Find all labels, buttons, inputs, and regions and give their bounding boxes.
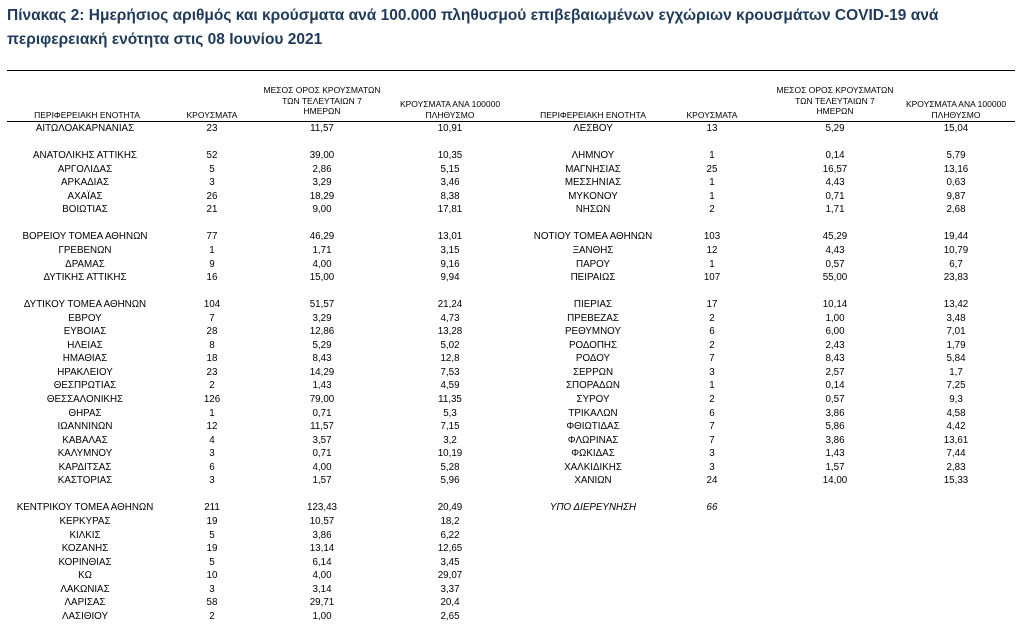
header-cases-right: ΚΡΟΥΣΜΑΤΑ: [686, 110, 738, 120]
left-row-seven-day-average: 4,00: [312, 258, 332, 270]
left-row-region-name: ΓΡΕΒΕΝΩΝ: [58, 244, 112, 256]
left-row-cases: 3: [209, 448, 215, 460]
left-row-region-name: ΛΑΡΙΣΑΣ: [64, 597, 106, 609]
left-row-cases: 126: [203, 394, 221, 405]
left-row-seven-day-average: 0,71: [312, 407, 332, 419]
right-row-cases: 66: [706, 502, 718, 514]
left-row-cases: 1: [209, 407, 215, 419]
right-row-region-name: ΝΗΣΩΝ: [575, 204, 611, 216]
left-row-cases: 12: [206, 421, 218, 433]
right-row-cases-per-100k: 13,16: [943, 163, 969, 175]
right-row-cases: 13: [706, 123, 718, 134]
right-row-cases: 2: [709, 204, 715, 216]
left-row-cases: 4: [209, 434, 215, 446]
right-row-cases: 1: [709, 150, 715, 162]
left-row-seven-day-average: 51,57: [309, 299, 335, 311]
left-row-region-name: ΛΑΣΙΘΙΟΥ: [61, 610, 109, 622]
left-row-region-name: ΒΟΡΕΙΟΥ ΤΟΜΕΑ ΑΘΗΝΩΝ: [22, 231, 148, 243]
left-row-cases-per-100k: 10,35: [437, 150, 463, 162]
left-row-seven-day-average: 1,00: [312, 610, 332, 622]
right-row-seven-day-average: 4,43: [825, 244, 845, 256]
left-row-region-name: ΒΟΙΩΤΙΑΣ: [62, 204, 108, 216]
left-row-seven-day-average: 9,00: [312, 204, 332, 216]
left-row-cases-per-100k: 20,4: [440, 597, 460, 609]
right-row-cases-per-100k: 3,48: [946, 312, 966, 324]
left-row-region-name: ΙΩΑΝΝΙΝΩΝ: [57, 421, 113, 433]
right-row-cases: 12: [706, 244, 718, 256]
right-row-cases-per-100k: 1,79: [946, 339, 966, 351]
right-row-region-name: ΡΟΔΟΥ: [575, 353, 611, 365]
left-row-cases-per-100k: 6,22: [440, 529, 460, 541]
right-row-cases-per-100k: 4,42: [946, 421, 966, 433]
left-row-cases: 26: [206, 190, 218, 202]
right-row-cases-per-100k: 9,87: [946, 190, 966, 202]
header-region-left: ΠΕΡΙΦΕΡΕΙΑΚΗ ΕΝΟΤΗΤΑ: [34, 110, 140, 120]
right-row-cases-per-100k: 15,04: [943, 123, 969, 134]
right-row-cases: 2: [709, 339, 715, 351]
left-row-cases: 19: [206, 515, 218, 527]
right-row-region-name: ΦΩΚΙΔΑΣ: [571, 448, 615, 460]
left-row-region-name: ΚΕΝΤΡΙΚΟΥ ΤΟΜΕΑ ΑΘΗΝΩΝ: [16, 502, 154, 514]
right-row-seven-day-average: 6,00: [825, 326, 845, 338]
right-row-region-name: ΜΑΓΝΗΣΙΑΣ: [565, 163, 621, 175]
right-row-seven-day-average: 14,00: [822, 475, 848, 487]
right-row-region-name: ΜΕΣΣΗΝΙΑΣ: [564, 177, 622, 189]
left-row-seven-day-average: 3,86: [312, 529, 332, 541]
left-row-cases-per-100k: 13,01: [437, 231, 463, 243]
right-row-seven-day-average: 8,43: [825, 353, 845, 365]
left-row-seven-day-average: 46,29: [309, 231, 335, 243]
right-row-cases: 1: [709, 190, 715, 202]
right-row-cases-per-100k: 0,63: [946, 177, 966, 189]
right-row-region-name: ΤΡΙΚΑΛΩΝ: [568, 407, 618, 419]
left-row-seven-day-average: 39,00: [309, 150, 335, 162]
header-per100k-left: ΚΡΟΥΣΜΑΤΑ ΑΝΑ 100000 ΠΛΗΘΥΣΜΟ: [399, 99, 501, 120]
left-row-seven-day-average: 6,14: [312, 556, 332, 568]
right-row-seven-day-average: 0,14: [825, 380, 845, 392]
left-row-region-name: ΔΥΤΙΚΗΣ ΑΤΤΙΚΗΣ: [43, 272, 127, 284]
right-row-region-name: ΦΘΙΩΤΙΔΑΣ: [566, 421, 620, 433]
left-row-region-name: ΑΧΑΪΑΣ: [67, 190, 103, 202]
left-row-region-name: ΘΗΡΑΣ: [68, 407, 102, 419]
left-row-cases: 77: [206, 231, 218, 243]
right-row-region-name: ΣΕΡΡΩΝ: [572, 366, 614, 378]
right-row-cases: 1: [709, 177, 715, 189]
left-row-cases-per-100k: 10,19: [437, 448, 463, 460]
right-row-cases: 2: [709, 394, 715, 405]
left-row-seven-day-average: 3,57: [312, 434, 332, 446]
right-row-cases-per-100k: 13,61: [943, 434, 969, 446]
right-row-cases-per-100k: 6,7: [949, 258, 963, 270]
right-row-seven-day-average: 1,00: [825, 312, 845, 324]
right-row-region-name: ΝΟΤΙΟΥ ΤΟΜΕΑ ΑΘΗΝΩΝ: [533, 231, 653, 243]
left-row-region-name: ΚΕΡΚΥΡΑΣ: [59, 515, 111, 527]
left-row-region-name: ΗΜΑΘΙΑΣ: [62, 353, 108, 365]
left-row-seven-day-average: 29,71: [309, 597, 335, 609]
right-row-seven-day-average: 1,43: [825, 448, 845, 460]
right-row-cases-per-100k: 13,42: [943, 299, 969, 311]
right-row-region-name: ΡΕΘΥΜΝΟΥ: [565, 326, 621, 338]
left-row-seven-day-average: 12,86: [309, 326, 335, 338]
right-row-region-name: ΠΕΙΡΑΙΩΣ: [570, 272, 616, 284]
right-row-seven-day-average: 1,57: [825, 461, 845, 473]
right-row-cases-per-100k: 23,83: [943, 272, 969, 284]
left-row-region-name: ΔΥΤΙΚΟΥ ΤΟΜΕΑ ΑΘΗΝΩΝ: [23, 299, 147, 311]
right-row-cases-per-100k: 19,44: [943, 231, 969, 243]
right-row-cases: 107: [703, 272, 721, 284]
left-row-seven-day-average: 2,86: [312, 163, 332, 175]
left-row-cases: 3: [209, 583, 215, 595]
left-row-cases-per-100k: 21,24: [437, 299, 463, 311]
left-row-region-name: ΔΡΑΜΑΣ: [65, 258, 105, 270]
right-row-cases: 103: [703, 231, 721, 243]
right-row-region-name: ΛΗΜΝΟΥ: [571, 150, 615, 162]
left-row-seven-day-average: 3,14: [312, 583, 332, 595]
left-row-cases-per-100k: 29,07: [437, 570, 463, 582]
right-row-seven-day-average: 16,57: [822, 163, 848, 175]
right-row-cases-per-100k: 7,44: [946, 448, 966, 460]
left-row-region-name: ΑΡΓΟΛΙΔΑΣ: [57, 163, 113, 175]
left-row-region-name: ΚΙΛΚΙΣ: [69, 529, 101, 541]
left-row-region-name: ΚΟΖΑΝΗΣ: [61, 543, 109, 555]
header-avg-left: ΜΕΣΟΣ ΟΡΟΣ ΚΡΟΥΣΜΑΤΩΝ ΤΩΝ ΤΕΛΕΥΤΑΙΩΝ 7 ΗΜΕΡΩΝ: [263, 85, 381, 116]
left-row-seven-day-average: 1,71: [312, 244, 332, 256]
left-row-seven-day-average: 3,29: [312, 312, 332, 324]
left-row-region-name: ΛΑΚΩΝΙΑΣ: [60, 583, 110, 595]
left-row-cases-per-100k: 3,2: [443, 434, 457, 446]
right-row-cases: 6: [709, 326, 715, 338]
right-row-region-name: ΥΠΟ ΔΙΕΡΕΥΝΗΣΗ: [549, 502, 637, 514]
right-row-seven-day-average: 0,71: [825, 190, 845, 202]
left-row-cases-per-100k: 9,16: [440, 258, 460, 270]
right-row-seven-day-average: 1,71: [825, 204, 845, 216]
right-row-region-name: ΡΟΔΟΠΗΣ: [568, 339, 618, 351]
left-row-cases: 5: [209, 529, 215, 541]
left-row-cases-per-100k: 13,28: [437, 326, 463, 338]
right-row-seven-day-average: 5,86: [825, 421, 845, 433]
left-row-region-name: ΚΑΛΥΜΝΟΥ: [57, 448, 113, 460]
right-row-seven-day-average: 0,14: [825, 150, 845, 162]
left-row-seven-day-average: 18,29: [309, 190, 335, 202]
left-row-region-name: ΑΙΤΩΛΟΑΚΑΡΝΑΝΙΑΣ: [35, 123, 135, 134]
left-row-cases: 23: [206, 123, 218, 134]
right-row-seven-day-average: 10,14: [822, 299, 848, 311]
table-top-rule: [7, 70, 1015, 71]
right-row-seven-day-average: 2,43: [825, 339, 845, 351]
left-row-cases: 8: [209, 339, 215, 351]
right-row-region-name: ΣΥΡΟΥ: [576, 394, 610, 405]
left-row-region-name: ΚΑΣΤΟΡΙΑΣ: [57, 475, 113, 487]
right-row-cases: 3: [709, 448, 715, 460]
header-per100k-right: ΚΡΟΥΣΜΑΤΑ ΑΝΑ 100000 ΠΛΗΘΥΣΜΟ: [905, 99, 1007, 120]
left-row-cases: 3: [209, 177, 215, 189]
right-row-cases: 7: [709, 421, 715, 433]
left-row-cases: 52: [206, 150, 218, 162]
left-row-cases-per-100k: 4,59: [440, 380, 460, 392]
left-row-cases-per-100k: 3,45: [440, 556, 460, 568]
left-row-cases: 211: [204, 502, 220, 514]
left-row-seven-day-average: 123,43: [307, 502, 337, 514]
left-row-cases-per-100k: 9,94: [440, 272, 460, 284]
left-row-region-name: ΘΕΣΠΡΩΤΙΑΣ: [53, 380, 117, 392]
right-row-cases: 17: [706, 299, 718, 311]
left-row-region-name: ΗΡΑΚΛΕΙΟΥ: [57, 366, 113, 378]
right-row-region-name: ΛΕΣΒΟΥ: [573, 123, 613, 134]
right-row-seven-day-average: 3,86: [825, 434, 845, 446]
header-avg-right: ΜΕΣΟΣ ΟΡΟΣ ΚΡΟΥΣΜΑΤΩΝ ΤΩΝ ΤΕΛΕΥΤΑΙΩΝ 7 ΗΜΕΡΩΝ: [776, 85, 894, 116]
right-row-cases-per-100k: 2,83: [946, 461, 966, 473]
left-row-region-name: ΚΑΡΔΙΤΣΑΣ: [58, 461, 112, 473]
left-row-seven-day-average: 3,29: [312, 177, 332, 189]
left-row-cases: 1: [209, 244, 215, 256]
right-row-cases-per-100k: 9,3: [949, 394, 963, 405]
right-row-region-name: ΠΙΕΡΙΑΣ: [573, 299, 613, 311]
left-row-region-name: ΕΥΒΟΙΑΣ: [63, 326, 107, 338]
right-row-cases: 1: [709, 380, 715, 392]
left-row-seven-day-average: 11,57: [310, 123, 334, 134]
left-row-seven-day-average: 0,71: [312, 448, 332, 460]
left-row-cases: 21: [206, 204, 218, 216]
left-row-cases-per-100k: 17,81: [437, 204, 463, 216]
left-row-cases: 19: [206, 543, 218, 555]
left-row-cases-per-100k: 3,15: [440, 244, 460, 256]
left-row-cases-per-100k: 4,73: [440, 312, 460, 324]
left-row-cases: 7: [209, 312, 215, 324]
left-row-cases: 9: [209, 258, 215, 270]
left-row-region-name: ΑΡΚΑΔΙΑΣ: [61, 177, 109, 189]
header-cases-left: ΚΡΟΥΣΜΑΤΑ: [186, 110, 238, 120]
right-row-cases-per-100k: 5,79: [946, 150, 966, 162]
left-row-cases-per-100k: 8,38: [440, 190, 460, 202]
left-row-cases-per-100k: 2,65: [440, 610, 460, 622]
left-row-seven-day-average: 10,57: [309, 515, 335, 527]
left-row-cases-per-100k: 5,3: [443, 407, 457, 419]
left-row-cases-per-100k: 7,53: [440, 366, 460, 378]
right-row-region-name: ΞΑΝΘΗΣ: [572, 244, 614, 256]
left-row-cases-per-100k: 3,37: [440, 583, 460, 595]
right-row-cases: 3: [709, 366, 715, 378]
right-row-seven-day-average: 45,29: [822, 231, 848, 243]
left-row-cases: 2: [209, 610, 215, 622]
left-row-cases: 10: [206, 570, 218, 582]
left-row-cases-per-100k: 10,91: [437, 123, 463, 134]
right-row-cases: 3: [709, 461, 715, 473]
left-row-cases: 58: [206, 597, 218, 609]
left-row-region-name: ΕΒΡΟΥ: [68, 312, 102, 324]
left-row-cases: 3: [209, 475, 215, 487]
left-row-seven-day-average: 15,00: [309, 272, 335, 284]
right-row-region-name: ΦΛΩΡΙΝΑΣ: [567, 434, 619, 446]
left-row-seven-day-average: 13,14: [309, 543, 335, 555]
left-row-cases: 28: [206, 326, 218, 338]
left-row-region-name: ΘΕΣΣΑΛΟΝΙΚΗΣ: [46, 394, 124, 405]
left-row-seven-day-average: 4,00: [312, 570, 332, 582]
left-row-seven-day-average: 8,43: [312, 353, 332, 365]
right-row-seven-day-average: 0,57: [825, 394, 845, 405]
left-row-cases-per-100k: 5,96: [440, 475, 460, 487]
right-row-seven-day-average: 0,57: [825, 258, 845, 270]
right-row-seven-day-average: 4,43: [825, 177, 845, 189]
left-row-cases-per-100k: 18,2: [440, 515, 460, 527]
right-row-seven-day-average: 3,86: [825, 407, 845, 419]
right-row-region-name: ΧΑΝΙΩΝ: [574, 475, 612, 487]
left-row-cases-per-100k: 5,15: [440, 163, 460, 175]
right-row-cases: 2: [709, 312, 715, 324]
right-row-region-name: ΠΡΕΒΕΖΑΣ: [567, 312, 619, 324]
right-row-cases-per-100k: 15,33: [943, 475, 969, 487]
right-row-cases: 1: [709, 258, 715, 270]
left-row-region-name: ΚΑΒΑΛΑΣ: [62, 434, 108, 446]
left-row-cases: 6: [209, 461, 215, 473]
right-row-region-name: ΣΠΟΡΑΔΩΝ: [565, 380, 621, 392]
right-row-cases-per-100k: 7,25: [946, 380, 966, 392]
left-row-cases-per-100k: 20,49: [437, 502, 463, 514]
right-row-cases-per-100k: 2,68: [946, 204, 966, 216]
header-region-right: ΠΕΡΙΦΕΡΕΙΑΚΗ ΕΝΟΤΗΤΑ: [540, 110, 646, 120]
left-row-region-name: ΚΩ: [78, 570, 92, 582]
right-row-seven-day-average: 2,57: [825, 366, 845, 378]
right-row-cases-per-100k: 5,84: [946, 353, 966, 365]
left-row-cases: 23: [206, 366, 218, 378]
right-row-cases-per-100k: 7,01: [946, 326, 966, 338]
left-row-region-name: ΗΛΕΙΑΣ: [67, 339, 103, 351]
left-row-seven-day-average: 1,43: [312, 380, 332, 392]
left-row-cases-per-100k: 12,65: [437, 543, 463, 555]
left-row-cases-per-100k: 11,35: [438, 394, 462, 405]
right-row-region-name: ΧΑΛΚΙΔΙΚΗΣ: [564, 461, 622, 473]
left-row-seven-day-average: 5,29: [312, 339, 332, 351]
left-row-seven-day-average: 1,57: [312, 475, 332, 487]
page-title: Πίνακας 2: Ημερήσιος αριθμός και κρούσματα ανά 100.000 πληθυσμού επιβεβαιωμένων εγχώριων κρουσμάτων COVID-19 ανά περιφερειακή ενότητα στις 08 Ιουνίου 2021: [7, 7, 939, 48]
left-row-seven-day-average: 4,00: [312, 461, 332, 473]
left-row-region-name: ΚΟΡΙΝΘΙΑΣ: [58, 556, 112, 568]
right-row-cases: 24: [706, 475, 718, 487]
left-row-seven-day-average: 11,57: [310, 421, 334, 433]
left-row-cases-per-100k: 5,02: [440, 339, 460, 351]
left-row-cases: 2: [209, 380, 215, 392]
left-row-cases: 5: [209, 163, 215, 175]
left-row-cases: 18: [206, 353, 218, 365]
right-row-cases-per-100k: 1,7: [949, 366, 963, 378]
left-row-cases-per-100k: 12,8: [440, 353, 460, 365]
left-row-cases-per-100k: 3,46: [440, 177, 460, 189]
left-row-seven-day-average: 79,00: [309, 394, 335, 405]
right-row-cases: 7: [709, 434, 715, 446]
left-row-region-name: ΑΝΑΤΟΛΙΚΗΣ ΑΤΤΙΚΗΣ: [33, 150, 137, 162]
left-row-cases-per-100k: 5,28: [440, 461, 460, 473]
right-row-seven-day-average: 55,00: [822, 272, 848, 284]
right-row-region-name: ΜΥΚΟΝΟΥ: [568, 190, 618, 202]
right-row-seven-day-average: 5,29: [825, 123, 845, 134]
left-row-cases-per-100k: 7,15: [440, 421, 460, 433]
right-row-cases-per-100k: 4,58: [946, 407, 966, 419]
right-row-cases-per-100k: 10,79: [943, 244, 969, 256]
right-row-cases: 6: [709, 407, 715, 419]
right-row-cases: 25: [706, 163, 718, 175]
left-row-cases: 16: [206, 272, 218, 284]
left-row-cases: 104: [203, 299, 221, 311]
left-row-seven-day-average: 14,29: [309, 366, 335, 378]
right-row-region-name: ΠΑΡΟΥ: [576, 258, 610, 270]
right-row-cases: 7: [709, 353, 715, 365]
left-row-cases: 5: [209, 556, 215, 568]
